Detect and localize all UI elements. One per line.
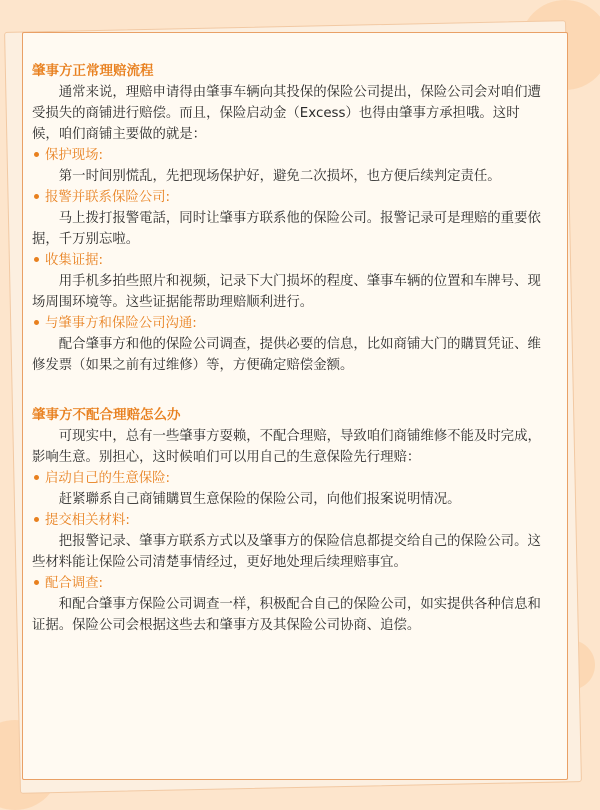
section-title-no-cooperation: 肇事方不配合理赔怎么办: [32, 407, 181, 423]
bullet-item: [32, 510, 544, 531]
bullet-label: 报警并联系保险公司:: [45, 190, 171, 205]
bullet-item: [32, 250, 544, 271]
bullet-text: 马上拨打报警電話，同时让肇事方联系他的保险公司。报警记录可是理赔的重要依据，千万别忘啦。: [32, 211, 541, 247]
bullet-dot-icon: [34, 475, 39, 480]
bullet-text: 赶紧聯系自己商铺購買生意保险的保险公司，向他们报案说明情况。: [58, 492, 461, 507]
bullet-text: 和配合肇事方保险公司调查一样，积极配合自己的保险公司，如实提供各种信息和证据。保险公司会根据这些去和肇事方及其保险公司协商、追偿。: [32, 597, 541, 633]
bullet-item: [32, 145, 544, 166]
article-content: [32, 60, 544, 636]
bullet-dot-icon: [34, 517, 39, 522]
bullet-item: [32, 313, 544, 334]
bullet-label: 保护现场:: [45, 148, 104, 163]
bullet-text: 第一时间别慌乱，先把现场保护好，避免二次损坏，也方便后续判定责任。: [58, 169, 501, 184]
bullet-label: 收集证据:: [45, 253, 104, 268]
bullet-item: [32, 468, 544, 489]
bullet-item: [32, 573, 544, 594]
bullet-item: [32, 187, 544, 208]
bullet-dot-icon: [34, 152, 39, 157]
section-title-normal-claim: 肇事方正常理赔流程: [32, 63, 154, 79]
bullet-text: 配合肇事方和他的保险公司调查，提供必要的信息，比如商铺大门的購買凭证、维修发票（如果之前有过维修）等，方便确定赔偿金额。: [32, 337, 541, 373]
bullet-label: 与肇事方和保险公司沟通:: [45, 316, 197, 331]
bullet-dot-icon: [34, 194, 39, 199]
bullet-dot-icon: [34, 320, 39, 325]
bullet-text: 用手机多拍些照片和视频，记录下大门损坏的程度、肇事车辆的位置和车牌号、现场周围环境等。这些证据能帮助理赔顺利进行。: [32, 274, 541, 310]
bullet-dot-icon: [34, 257, 39, 262]
bullet-text: 把报警记录、肇事方联系方式以及肇事方的保险信息都提交给自己的保险公司。这些材料能让保险公司清楚事情经过，更好地处理后续理赔事宜。: [32, 534, 541, 570]
bullet-label: 启动自己的生意保险:: [45, 471, 171, 486]
bullet-label: 配合调查:: [45, 576, 104, 591]
section-intro-no-cooperation: 可现实中，总有一些肇事方耍赖，不配合理赔，导致咱们商铺维修不能及时完成，影响生意。别担心，这时候咱们可以用自己的生意保险先行理赔：: [32, 429, 541, 465]
bullet-label: 提交相关材料:: [45, 513, 130, 528]
bullet-dot-icon: [34, 580, 39, 585]
section-intro-normal-claim: 通常来说，理赔申请得由肇事车辆向其投保的保险公司提出，保险公司会对咱们遭受损失的商铺进行赔偿。而且，保险启动金（Excess）也得由肇事方承担哦。这时候，咱们商铺主要做的就是：: [32, 85, 541, 142]
section-gap: [32, 376, 544, 404]
